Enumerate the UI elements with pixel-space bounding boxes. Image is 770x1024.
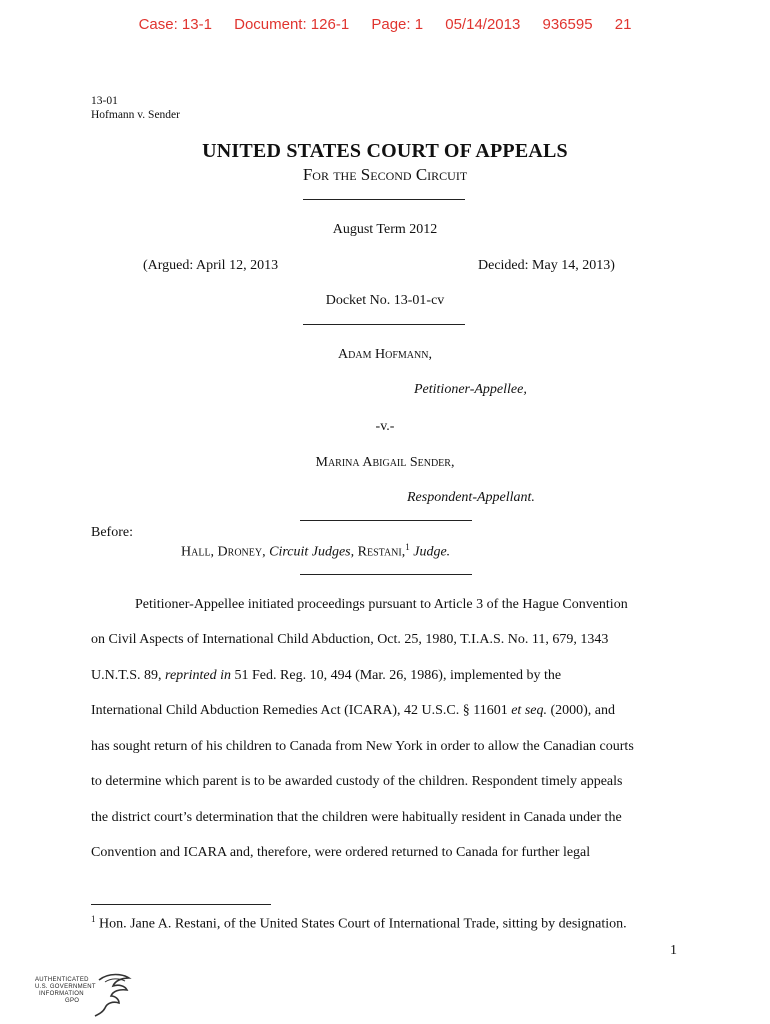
body-line: International Child Abduction Remedies Act (ICARA), 42 U.S.C. § 11601 et seq. (2000), and bbox=[91, 703, 616, 718]
respondent-role: Respondent-Appellant. bbox=[407, 490, 535, 505]
decided-date: Decided: May 14, 2013) bbox=[478, 258, 615, 273]
divider bbox=[300, 520, 472, 521]
caption-number: 13-01 bbox=[91, 95, 118, 107]
gpo-seal: AUTHENTICATED U.S. GOVERNMENT INFORMATION GPO bbox=[33, 972, 133, 1016]
court-subtitle: For the Second Circuit bbox=[302, 165, 468, 184]
docket-number: Docket No. 13-01-cv bbox=[325, 293, 445, 308]
page-count: 21 bbox=[614, 16, 632, 33]
page-label: Page: 1 bbox=[371, 16, 424, 33]
case-number: Case: 13-1 bbox=[138, 16, 212, 33]
eagle-icon bbox=[91, 972, 135, 1018]
caption-short-title: Hofmann v. Sender bbox=[91, 109, 180, 121]
filing-date: 05/14/2013 bbox=[445, 16, 521, 33]
filing-id: 936595 bbox=[542, 16, 593, 33]
divider bbox=[303, 199, 465, 200]
body-line: the district court’s determination that the children were habitually resident in Canada under the bbox=[91, 810, 622, 825]
petitioner-role: Petitioner-Appellee, bbox=[414, 382, 527, 397]
footnote: $^1$ Hon. Jane A. Restani, of the United States Court of International Trade, sitting by designation. bbox=[91, 914, 627, 932]
body-line: Petitioner-Appellee initiated proceedings pursuant to Article 3 of the Hague Convention bbox=[135, 597, 628, 612]
filing-stamp bbox=[0, 16, 770, 33]
petitioner-name: Adam Hofmann, bbox=[338, 347, 432, 362]
body-line: U.N.T.S. 89, reprinted in 51 Fed. Reg. 10, 494 (Mar. 26, 1986), implemented by the bbox=[91, 668, 562, 683]
document-number: Document: 126-1 bbox=[234, 16, 350, 33]
body-line: has sought return of his children to Canada from New York in order to allow the Canadian courts bbox=[91, 739, 634, 754]
body-line: Convention and ICARA and, therefore, were ordered returned to Canada for further legal bbox=[91, 845, 591, 860]
term: August Term 2012 bbox=[332, 222, 438, 237]
body-line: on Civil Aspects of International Child Abduction, Oct. 25, 1980, T.I.A.S. No. 11, 679, 1343 bbox=[91, 632, 609, 647]
divider bbox=[303, 324, 465, 325]
argued-date: (Argued: April 12, 2013 bbox=[143, 258, 279, 273]
versus: -v.- bbox=[375, 419, 395, 434]
body-line: to determine which parent is to be awarded custody of the children. Respondent timely appeals bbox=[91, 774, 623, 789]
court-title: UNITED STATES COURT OF APPEALS bbox=[202, 140, 568, 162]
footnote-divider bbox=[91, 904, 271, 905]
divider bbox=[300, 574, 472, 575]
page-number: 1 bbox=[670, 943, 677, 958]
panel-judges: Hall, Droney, Circuit Judges, Restani,$^1$ Judge. bbox=[181, 542, 451, 560]
respondent-name: Marina Abigail Sender, bbox=[315, 455, 455, 470]
before-label: Before: bbox=[91, 525, 133, 540]
